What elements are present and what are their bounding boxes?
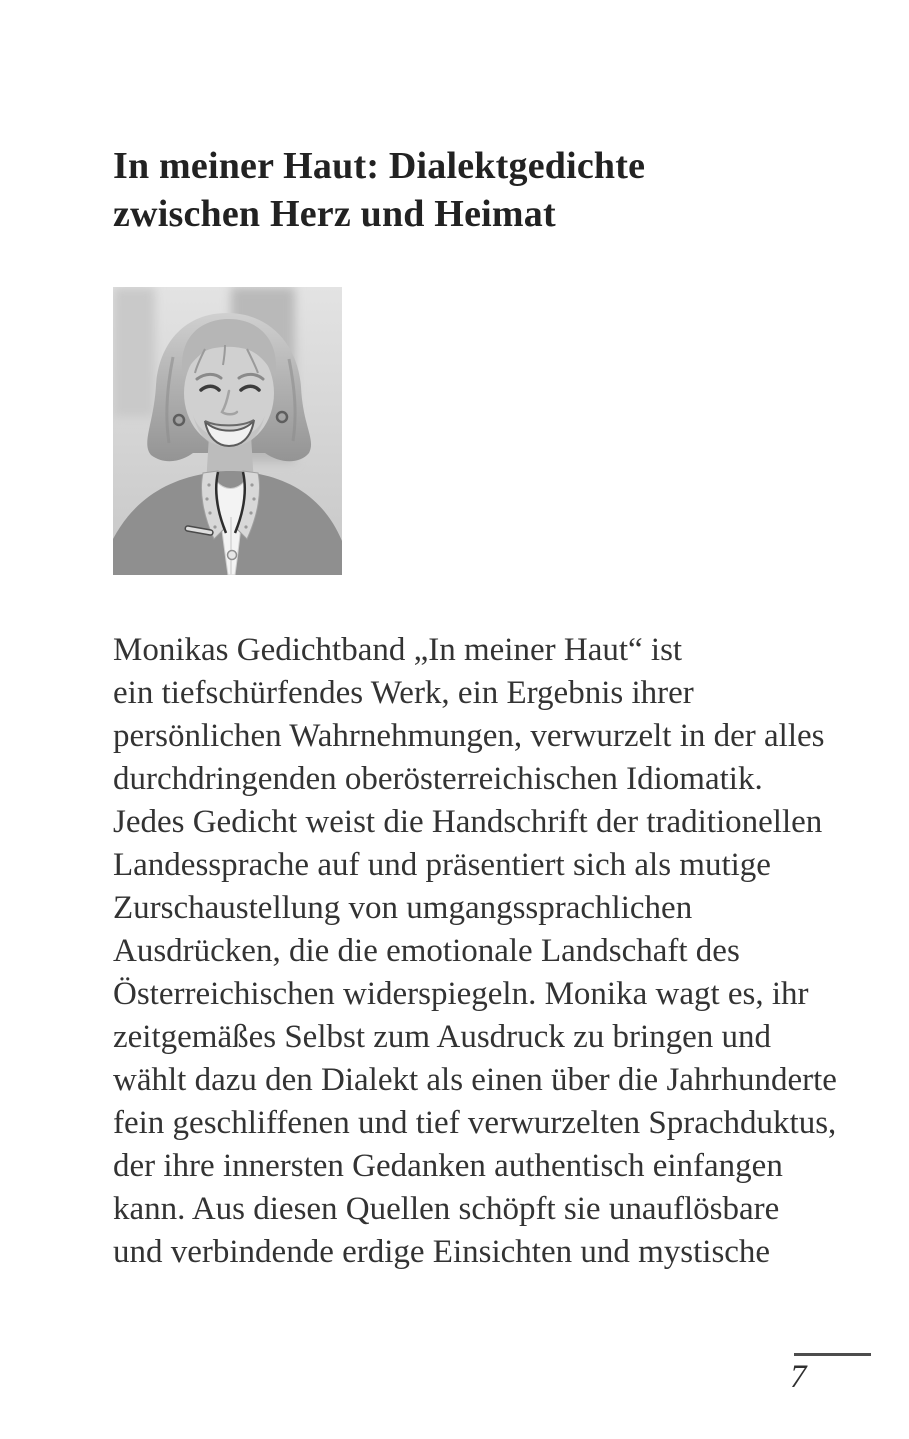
paragraph-line: durchdringenden oberösterreichischen Idiomatik. [113, 761, 763, 797]
page-title [113, 142, 645, 238]
page-title-line-1: In meiner Haut: Dialektgedichte [113, 145, 646, 187]
paragraph-line: Monikas Gedichtband „In meiner Haut“ ist [113, 632, 683, 668]
author-portrait-photo [113, 287, 342, 575]
paragraph-line: ein tiefschürfendes Werk, ein Ergebnis ihrer [113, 675, 694, 711]
paragraph-line: Jedes Gedicht weist die Handschrift der traditionellen [113, 804, 823, 840]
paragraph-line: Landessprache auf und präsentiert sich als mutige [113, 847, 771, 883]
paragraph-line: wählt dazu den Dialekt als einen über die Jahrhunderte [113, 1062, 837, 1098]
paragraph-line: der ihre innersten Gedanken authentisch einfangen [113, 1148, 783, 1184]
paragraph-line: Österreichischen widerspiegeln. Monika wagt es, ihr [113, 976, 809, 1012]
footer-rule [794, 1353, 871, 1356]
paragraph-line: zeitgemäßes Selbst zum Ausdruck zu bringen und [113, 1019, 772, 1055]
paragraph-line: kann. Aus diesen Quellen schöpft sie unauflösbare [113, 1191, 780, 1227]
portrait-photo-illustration [113, 287, 342, 575]
paragraph-line: persönlichen Wahrnehmungen, verwurzelt in der alles [113, 718, 825, 754]
photo-background-smudge [113, 287, 155, 417]
blouse-button [228, 551, 237, 560]
page-number: 7 [790, 1359, 807, 1395]
page-title-line-2: zwischen Herz und Heimat [113, 193, 556, 235]
paragraph-line: und verbindende erdige Einsichten und mystische [113, 1234, 771, 1270]
paragraph-line: fein geschliffenen und tief verwurzelten Sprachduktus, [113, 1105, 837, 1141]
paragraph [113, 629, 837, 1274]
paragraph-line: Ausdrücken, die die emotionale Landschaft des [113, 933, 740, 969]
paragraph-line: Zurschaustellung von umgangssprachlichen [113, 890, 693, 926]
